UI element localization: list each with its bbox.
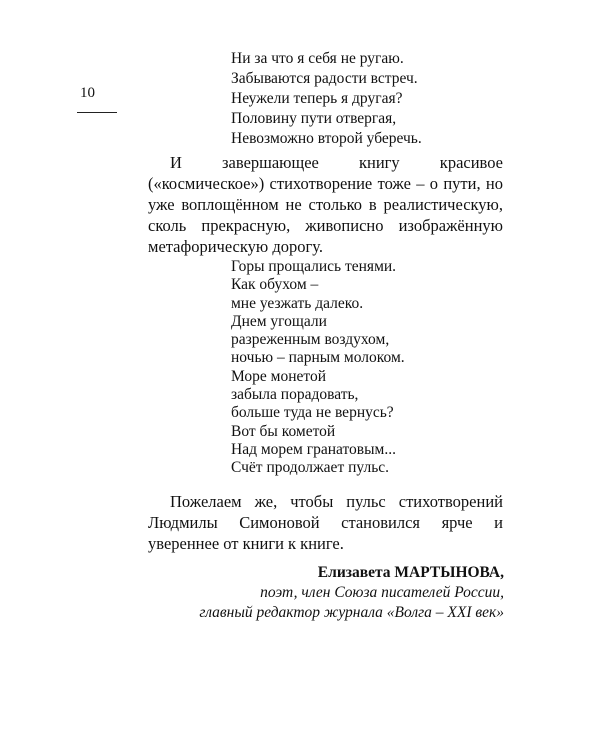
author-signature	[199, 563, 504, 623]
poem-line: Вот бы кометой	[231, 422, 336, 440]
poem-line: Море монетой	[231, 367, 326, 385]
poem-line: Невозможно второй уберечь.	[231, 130, 422, 147]
poem-line: Ни за что я себя не ругаю.	[231, 50, 404, 67]
body-paragraph-2: Пожелаем же, чтобы пульс стихотворений Людмилы Симоновой становился ярче и увереннее от книги к книге.	[148, 492, 503, 553]
poem-line: больше туда не вернусь?	[231, 404, 394, 422]
poem-line: Горы прощались тенями.	[231, 258, 397, 275]
poem-stanza-2	[231, 258, 405, 478]
author-first-name: Елизавета	[317, 564, 391, 581]
poem-line: Половину пути отвергая,	[231, 110, 397, 127]
author-last-name: МАРТЫНОВА,	[394, 564, 504, 581]
poem-line: разреженным воздухом,	[231, 331, 390, 349]
author-name-line	[199, 563, 504, 583]
poem-line: ночью – парным молоком.	[231, 349, 405, 367]
poem-stanza-1	[231, 49, 422, 149]
author-role-line-1: поэт, член Союза писателей России,	[260, 584, 504, 601]
poem-line: Как обухом –	[231, 276, 319, 294]
author-role-line-2: главный редактор журнала «Волга – XXI век»	[199, 604, 504, 621]
poem-line: мне уезжать далеко.	[231, 294, 364, 312]
poem-line: Счёт продолжает пульс.	[231, 459, 390, 477]
page-number: 10	[80, 85, 95, 101]
page-number-rule	[77, 112, 117, 113]
poem-line: Днем угощали	[231, 312, 327, 330]
poem-line: Неужели теперь я другая?	[231, 90, 403, 107]
body-paragraph-1: И завершающее книгу красивое («космическое») стихотворение тоже – о пути, но уже воплощённом не столько в реалистическую, сколь прекрасную, живописно изображённую метафорическую дорогу.	[148, 153, 503, 256]
poem-line: Забываются радости встреч.	[231, 70, 418, 87]
poem-line: Над морем гранатовым...	[231, 440, 396, 458]
poem-line: забыла порадовать,	[231, 386, 359, 404]
